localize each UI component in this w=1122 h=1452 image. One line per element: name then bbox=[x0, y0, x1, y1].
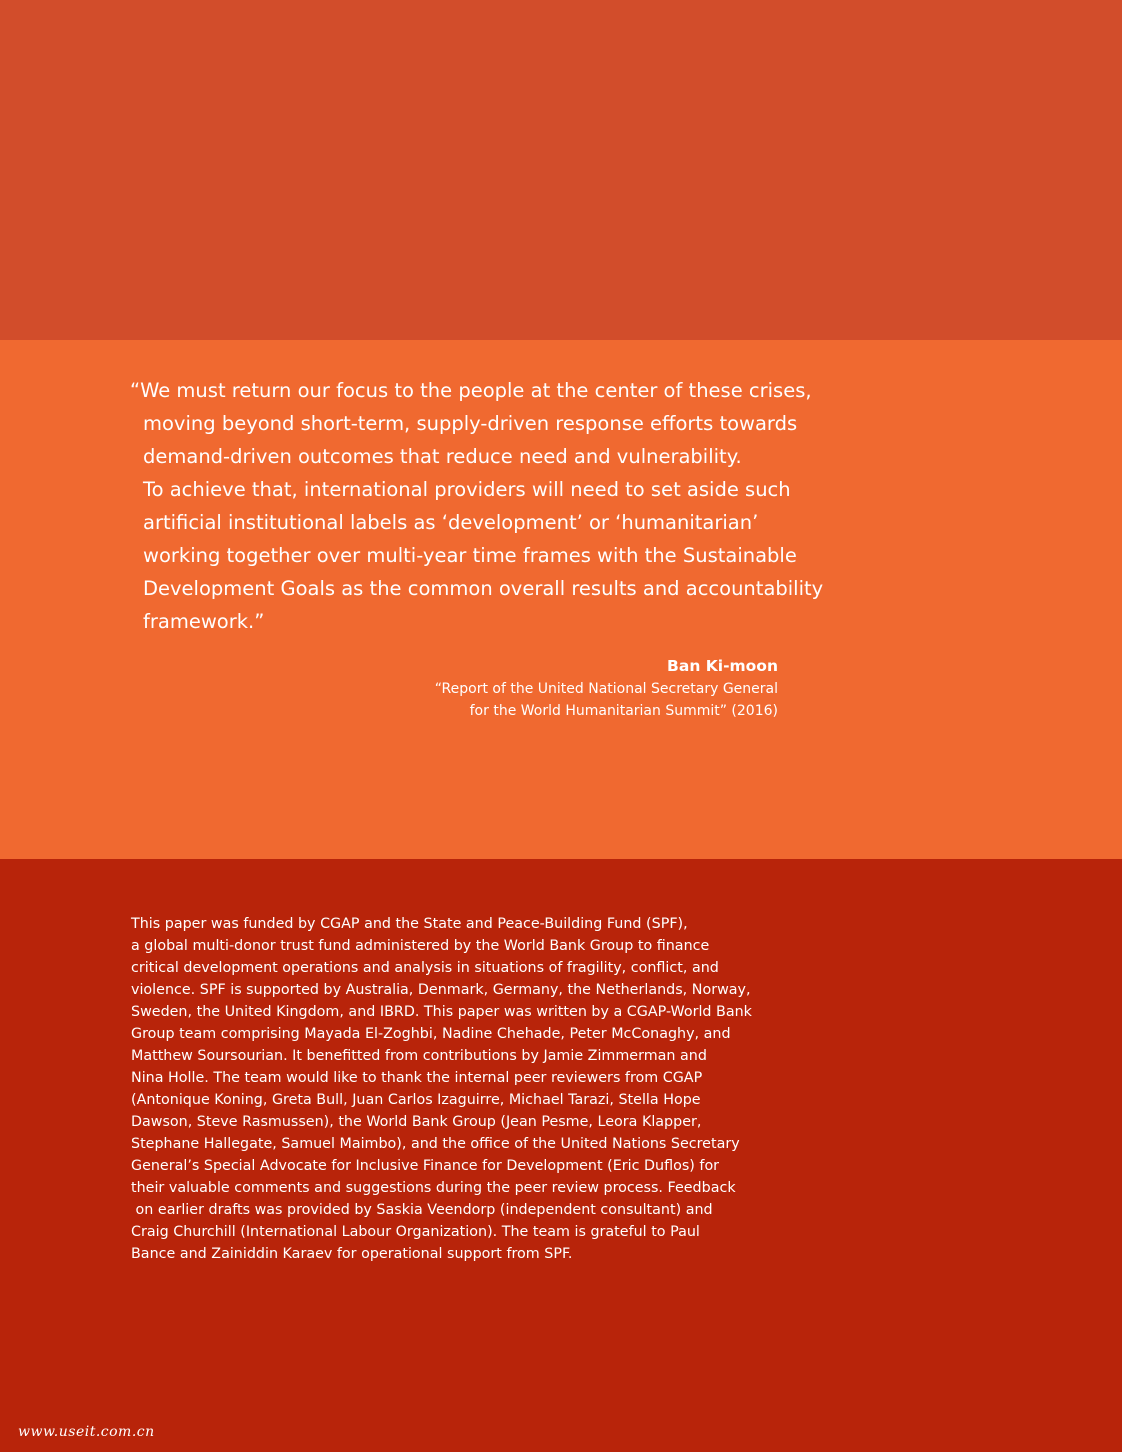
quote-block bbox=[130, 374, 824, 638]
credits-line: General’s Special Advocate for Inclusive Finance for Development (Eric Duflos) for bbox=[131, 1158, 720, 1174]
quote-line: “We must return our focus to the people at the center of these crises, bbox=[130, 379, 812, 402]
quote-attribution bbox=[435, 654, 778, 722]
attribution-source-line: for the World Humanitarian Summit” (2016) bbox=[469, 703, 778, 719]
quote-line: To achieve that, international providers will need to set aside such bbox=[143, 478, 791, 501]
attribution-source-line: “Report of the United National Secretary General bbox=[434, 681, 778, 697]
credits-line: Craig Churchill (International Labour Organization). The team is grateful to Paul bbox=[131, 1224, 700, 1240]
top-color-band bbox=[0, 0, 1122, 340]
credits-line: Bance and Zainiddin Karaev for operational support from SPF. bbox=[131, 1246, 573, 1262]
quote-line: artificial institutional labels as ‘development’ or ‘humanitarian’ bbox=[143, 511, 759, 534]
funding-credits-paragraph bbox=[131, 913, 791, 1265]
quote-line: Development Goals as the common overall results and accountability bbox=[143, 577, 824, 600]
quote-line: moving beyond short-term, supply-driven response efforts towards bbox=[143, 412, 798, 435]
credits-line: their valuable comments and suggestions during the peer review process. Feedback bbox=[131, 1180, 736, 1196]
credits-line: Stephane Hallegate, Samuel Maimbo), and the office of the United Nations Secretary bbox=[131, 1136, 740, 1152]
credits-line: on earlier drafts was provided by Saskia Veendorp (independent consultant) and bbox=[131, 1202, 713, 1218]
credits-line: Sweden, the United Kingdom, and IBRD. This paper was written by a CGAP-World Bank bbox=[131, 1004, 752, 1020]
credits-line: Dawson, Steve Rasmussen), the World Bank Group (Jean Pesme, Leora Klapper, bbox=[131, 1114, 702, 1130]
quote-line: working together over multi-year time frames with the Sustainable bbox=[143, 544, 797, 567]
credits-line: a global multi-donor trust fund administered by the World Bank Group to finance bbox=[131, 938, 710, 954]
credits-line: Group team comprising Mayada El-Zoghbi, Nadine Chehade, Peter McConaghy, and bbox=[131, 1026, 731, 1042]
quote-line: framework.” bbox=[143, 610, 265, 633]
watermark-url: www.useit.com.cn bbox=[18, 1424, 155, 1440]
credits-line: critical development operations and analysis in situations of fragility, conflict, and bbox=[131, 960, 719, 976]
credits-line: Nina Holle. The team would like to thank the internal peer reviewers from CGAP bbox=[131, 1070, 703, 1086]
credits-line: (Antonique Koning, Greta Bull, Juan Carlos Izaguirre, Michael Tarazi, Stella Hope bbox=[131, 1092, 701, 1108]
credits-line: violence. SPF is supported by Australia, Denmark, Germany, the Netherlands, Norway, bbox=[131, 982, 751, 998]
credits-line: This paper was funded by CGAP and the State and Peace-Building Fund (SPF), bbox=[131, 916, 688, 932]
quote-line: demand-driven outcomes that reduce need and vulnerability. bbox=[143, 445, 742, 468]
credits-line: Matthew Soursourian. It benefitted from contributions by Jamie Zimmerman and bbox=[131, 1048, 707, 1064]
attribution-name: Ban Ki-moon bbox=[667, 657, 778, 675]
